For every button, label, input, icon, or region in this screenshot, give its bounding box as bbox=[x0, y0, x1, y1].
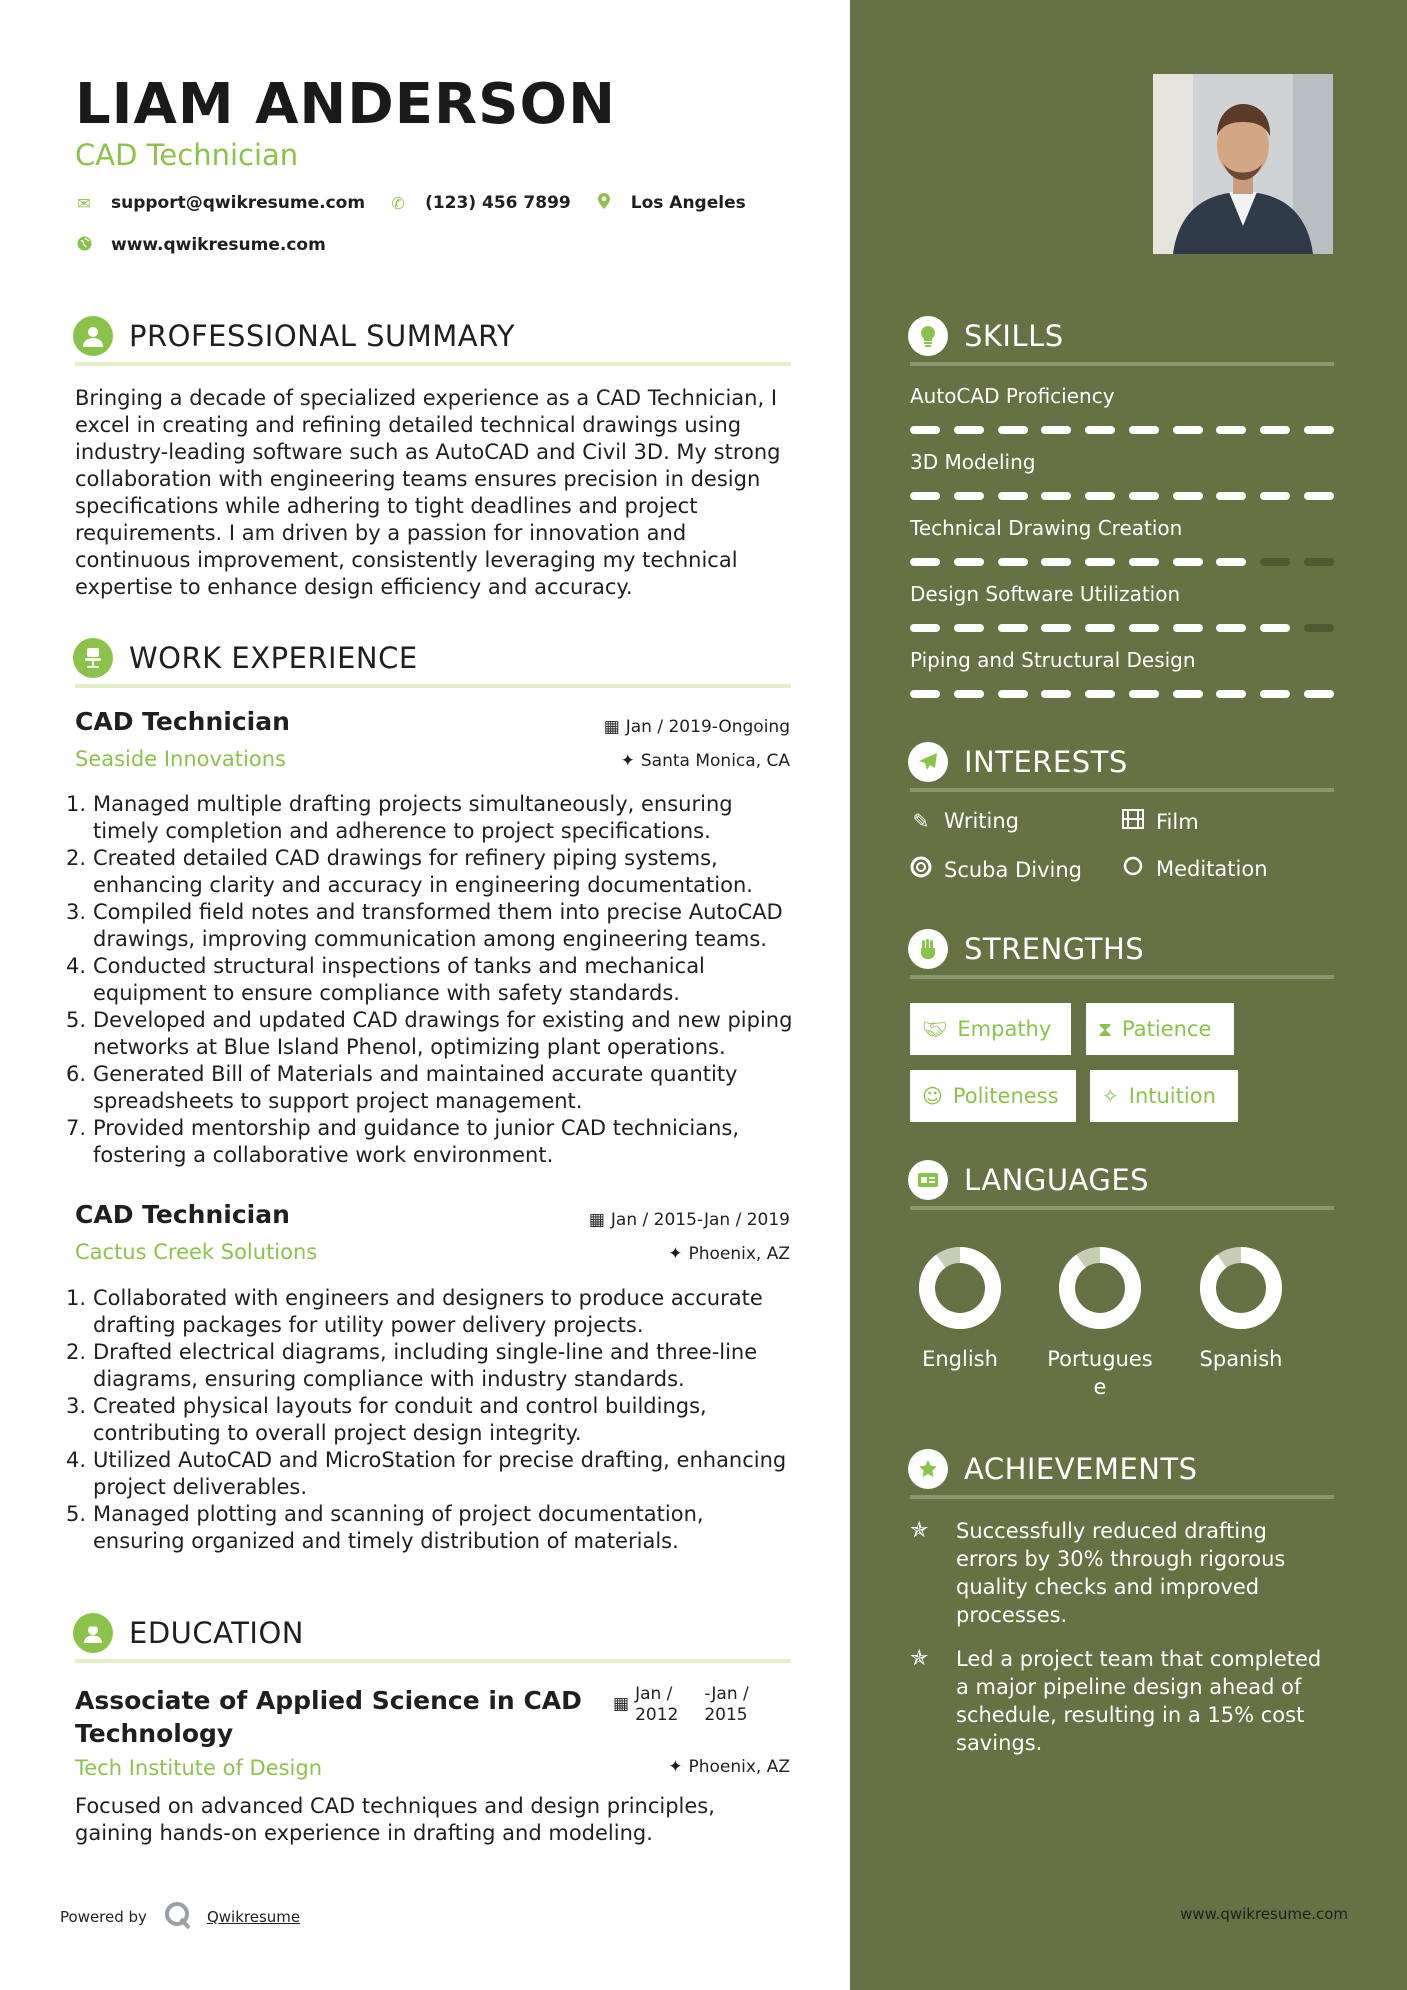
skill-level-dash bbox=[1041, 624, 1071, 632]
strength-chip-patience bbox=[1086, 1003, 1234, 1055]
skill-level-dash bbox=[1260, 426, 1290, 434]
education-start bbox=[635, 1684, 678, 1726]
list-item: 3. Created physical layouts for conduit and control buildings, contributing to overall project design integrity. bbox=[66, 1393, 806, 1447]
education-line: Focused on advanced CAD techniques and design principles, bbox=[75, 1794, 715, 1818]
interest-label: Writing bbox=[944, 809, 1019, 833]
paper-plane-icon bbox=[908, 742, 948, 782]
section-title: STRENGTHS bbox=[964, 932, 1145, 966]
skill-level-dash bbox=[1129, 492, 1159, 500]
job-dates-text: Jan / 2015-Jan / 2019 bbox=[610, 1210, 790, 1230]
job-dates-text: Jan / 2019-Ongoing bbox=[625, 717, 790, 737]
skill-level-dash bbox=[1304, 492, 1334, 500]
bullet-line: Developed and updated CAD drawings for existing and new piping bbox=[93, 1008, 793, 1032]
section-work-header bbox=[73, 638, 418, 678]
bullet-line: Compiled field notes and transformed them into precise AutoCAD bbox=[93, 900, 783, 924]
section-interests-header bbox=[908, 742, 1128, 782]
skill-level-dash bbox=[1129, 690, 1159, 698]
interest-scuba-diving bbox=[910, 856, 1082, 883]
profile-photo bbox=[1153, 74, 1333, 254]
education-line: gaining hands-on experience in drafting and modeling. bbox=[75, 1821, 653, 1845]
degree-line: Technology bbox=[75, 1719, 234, 1748]
summary-line: requirements. I am driven by a passion for innovation and bbox=[75, 521, 687, 545]
skill-level-dash bbox=[1041, 558, 1071, 566]
summary-line: collaboration with engineering teams ensures precision in design bbox=[75, 467, 761, 491]
achievement-item bbox=[910, 1517, 1350, 1629]
skill-level-dash bbox=[954, 492, 984, 500]
list-item: 5. Developed and updated CAD drawings for existing and new piping networks at Blue Island Phenol, optimizing plant operations. bbox=[66, 1007, 806, 1061]
skill-name: Design Software Utilization bbox=[910, 582, 1181, 606]
strength-label: Intuition bbox=[1128, 1084, 1216, 1108]
pin-icon: ✦ bbox=[620, 751, 635, 771]
section-divider bbox=[910, 975, 1334, 979]
language-name: English bbox=[922, 1347, 998, 1371]
education-dates bbox=[613, 1684, 749, 1726]
qwikresume-link[interactable]: Qwikresume bbox=[206, 1908, 301, 1926]
bullet-line: Utilized AutoCAD and MicroStation for precise drafting, enhancing bbox=[93, 1448, 787, 1472]
bullet-line: project deliverables. bbox=[93, 1475, 308, 1499]
candidate-role: CAD Technician bbox=[75, 138, 299, 172]
list-item: 3. Compiled field notes and transformed them into precise AutoCAD drawings, improving communication among engineering teams. bbox=[66, 899, 806, 953]
qwikresume-logo-icon bbox=[163, 1900, 193, 1934]
job-title: CAD Technician bbox=[75, 707, 290, 736]
skill-level-dash bbox=[1129, 624, 1159, 632]
strength-label: Empathy bbox=[957, 1017, 1052, 1041]
skill-level-dash bbox=[1173, 492, 1203, 500]
skill-level-dash bbox=[1216, 558, 1246, 566]
smile-icon: ☺ bbox=[922, 1084, 943, 1108]
skill-level-dash bbox=[998, 492, 1028, 500]
bullet-line: Drafted electrical diagrams, including single-line and three-line bbox=[93, 1340, 758, 1364]
skill-level-dash bbox=[954, 690, 984, 698]
achievement-item bbox=[910, 1645, 1350, 1757]
star-badge-icon bbox=[908, 1449, 948, 1489]
skill-level-bar bbox=[910, 492, 1334, 500]
education-end bbox=[704, 1684, 748, 1726]
bullet-line: spreadsheets to support project management. bbox=[93, 1089, 583, 1113]
job-bullets bbox=[66, 1285, 806, 1555]
job-dates bbox=[589, 1210, 790, 1230]
bullet-line: Managed plotting and scanning of project documentation, bbox=[93, 1502, 704, 1526]
achievement-line: errors by 30% through rigorous bbox=[956, 1547, 1286, 1571]
phone-icon: ✆ bbox=[391, 193, 405, 213]
skill-level-bar bbox=[910, 624, 1334, 632]
bullet-line: diagrams, ensuring compliance with industry standards. bbox=[93, 1367, 685, 1391]
skill-level-dash bbox=[910, 624, 940, 632]
skill-level-dash bbox=[1173, 690, 1203, 698]
achievement-line: quality checks and improved bbox=[956, 1575, 1260, 1599]
job-company: Cactus Creek Solutions bbox=[75, 1240, 318, 1264]
achievement-line: Led a project team that completed bbox=[956, 1647, 1322, 1671]
bullet-line: drawings, improving communication among engineering teams. bbox=[93, 927, 767, 951]
skill-level-dash bbox=[1085, 690, 1115, 698]
skill-level-dash bbox=[1260, 624, 1290, 632]
globe-icon bbox=[75, 236, 93, 255]
language-name: Portuguese bbox=[1047, 1347, 1153, 1399]
section-achievements-header bbox=[908, 1449, 1198, 1489]
user-icon bbox=[73, 316, 113, 356]
section-title: ACHIEVEMENTS bbox=[964, 1452, 1198, 1486]
job-bullets bbox=[66, 791, 806, 1169]
education-location-text: Phoenix, AZ bbox=[688, 1757, 790, 1777]
language-spanish bbox=[1181, 1243, 1301, 1373]
skill-level-dash bbox=[998, 690, 1028, 698]
language-name: Spanish bbox=[1199, 1347, 1283, 1371]
bullet-line: contributing to overall project design integrity. bbox=[93, 1421, 582, 1445]
contact-phone: (123) 456 7899 bbox=[425, 193, 571, 213]
achievement-line: Successfully reduced drafting bbox=[956, 1519, 1267, 1543]
skill-name: 3D Modeling bbox=[910, 450, 1036, 474]
date-part: 2015 bbox=[704, 1705, 748, 1725]
education-location bbox=[668, 1757, 790, 1777]
footer-powered bbox=[60, 1900, 300, 1934]
bullet-line: Generated Bill of Materials and maintained accurate quantity bbox=[93, 1062, 738, 1086]
skill-level-dash bbox=[1216, 492, 1246, 500]
strength-chip-politeness bbox=[910, 1070, 1076, 1122]
skill-level-dash bbox=[1085, 624, 1115, 632]
list-item: 2. Created detailed CAD drawings for refinery piping systems, enhancing clarity and accuracy in engineering documentation. bbox=[66, 845, 806, 899]
interest-label: Meditation bbox=[1156, 856, 1268, 881]
calendar-icon: ▦ bbox=[603, 717, 620, 737]
language-ring bbox=[1055, 1243, 1145, 1333]
job-title: CAD Technician bbox=[75, 1200, 290, 1229]
skill-level-dash bbox=[1304, 690, 1334, 698]
sidebar-column bbox=[850, 0, 1407, 1990]
skill-level-dash bbox=[1041, 492, 1071, 500]
list-item: 5. Managed plotting and scanning of project documentation, ensuring organized and timely distribution of materials. bbox=[66, 1501, 806, 1555]
skill-level-dash bbox=[1173, 558, 1203, 566]
skill-level-bar bbox=[910, 690, 1334, 698]
life-ring-icon bbox=[910, 856, 932, 883]
bullet-line: fostering a collaborative work environment. bbox=[93, 1143, 554, 1167]
contact-row-2 bbox=[75, 235, 326, 255]
achievement-text bbox=[956, 1517, 1285, 1629]
bullet-line: drafting packages for utility power delivery projects. bbox=[93, 1313, 644, 1337]
summary-line: continuous improvement, consistently leveraging my technical bbox=[75, 548, 738, 572]
skill-level-dash bbox=[1216, 624, 1246, 632]
skill-name: Piping and Structural Design bbox=[910, 648, 1196, 672]
section-skills-header bbox=[908, 316, 1064, 356]
section-divider bbox=[910, 1206, 1334, 1210]
strength-chip-empathy bbox=[910, 1003, 1071, 1055]
handshake-icon: 🤝︎ bbox=[922, 1017, 948, 1041]
calendar-icon: ▦ bbox=[613, 1694, 630, 1714]
job-location-text: Phoenix, AZ bbox=[688, 1244, 790, 1264]
skill-name: Technical Drawing Creation bbox=[910, 516, 1183, 540]
id-card-icon bbox=[908, 1160, 948, 1200]
section-title: EDUCATION bbox=[129, 1616, 305, 1650]
skill-level-dash bbox=[954, 624, 984, 632]
bullet-line: timely completion and adherence to project specifications. bbox=[93, 819, 711, 843]
skill-level-dash bbox=[1304, 558, 1334, 566]
map-pin-icon bbox=[595, 193, 613, 213]
contact-email[interactable]: support@qwikresume.com bbox=[111, 193, 366, 213]
achievement-line: a major pipeline design ahead of bbox=[956, 1675, 1302, 1699]
bullet-line: equipment to ensure compliance with safety standards. bbox=[93, 981, 680, 1005]
date-part: Jan / bbox=[635, 1684, 673, 1704]
strength-chip-intuition bbox=[1090, 1070, 1238, 1122]
bullet-line: Conducted structural inspections of tanks and mechanical bbox=[93, 954, 705, 978]
skill-level-bar bbox=[910, 558, 1334, 566]
film-icon bbox=[1122, 809, 1144, 834]
bullet-line: Collaborated with engineers and designers to produce accurate bbox=[93, 1286, 763, 1310]
job-location bbox=[668, 1244, 790, 1264]
magic-wand-icon: ✧ bbox=[1102, 1084, 1119, 1108]
interest-label: Film bbox=[1156, 809, 1199, 834]
achievement-line: processes. bbox=[956, 1603, 1068, 1627]
powered-by-label: Powered by bbox=[60, 1908, 147, 1926]
skill-level-dash bbox=[954, 426, 984, 434]
summary-line: excel in creating and refining detailed technical drawings using bbox=[75, 413, 742, 437]
skill-level-dash bbox=[998, 624, 1028, 632]
job-location-text: Santa Monica, CA bbox=[640, 751, 790, 771]
summary-line: Bringing a decade of specialized experience as a CAD Technician, I bbox=[75, 386, 778, 410]
date-part: 2012 bbox=[635, 1705, 679, 1725]
skill-level-dash bbox=[910, 558, 940, 566]
skill-level-bar bbox=[910, 426, 1334, 434]
section-divider bbox=[75, 1659, 791, 1663]
skill-level-dash bbox=[1304, 426, 1334, 434]
skill-level-dash bbox=[1129, 558, 1159, 566]
section-title: SKILLS bbox=[964, 319, 1064, 353]
skill-level-dash bbox=[1085, 492, 1115, 500]
list-item: 4. Conducted structural inspections of tanks and mechanical equipment to ensure compliance with safety standards. bbox=[66, 953, 806, 1007]
fist-icon bbox=[908, 929, 948, 969]
skill-level-dash bbox=[1085, 558, 1115, 566]
summary-text bbox=[75, 385, 795, 601]
bullet-line: enhancing clarity and accuracy in engineering documentation. bbox=[93, 873, 753, 897]
section-divider bbox=[75, 684, 791, 688]
skill-level-dash bbox=[1041, 426, 1071, 434]
section-divider bbox=[910, 1495, 1334, 1499]
skill-level-dash bbox=[910, 492, 940, 500]
bullet-line: Managed multiple drafting projects simultaneously, ensuring bbox=[93, 792, 733, 816]
skill-level-dash bbox=[910, 690, 940, 698]
job-company: Seaside Innovations bbox=[75, 747, 286, 771]
envelope-icon: ✉ bbox=[77, 193, 91, 213]
skill-level-dash bbox=[1260, 690, 1290, 698]
job-dates bbox=[604, 717, 790, 737]
interest-film bbox=[1122, 809, 1199, 834]
shooting-star-icon: ✯ bbox=[910, 1646, 929, 1671]
degree-title bbox=[75, 1684, 582, 1750]
list-item: 1. Managed multiple drafting projects simultaneously, ensuring timely completion and adherence to project specifications. bbox=[66, 791, 806, 845]
lightbulb-icon bbox=[908, 316, 948, 356]
pencil-icon: ✎ bbox=[912, 809, 930, 833]
bullet-line: networks at Blue Island Phenol, optimizing plant operations. bbox=[93, 1035, 726, 1059]
hourglass-icon: ⧗ bbox=[1098, 1017, 1113, 1041]
bullet-line: Created physical layouts for conduit and control buildings, bbox=[93, 1394, 707, 1418]
summary-line: expertise to enhance design efficiency and accuracy. bbox=[75, 575, 633, 599]
section-summary-header bbox=[73, 316, 515, 356]
achievement-line: savings. bbox=[956, 1731, 1043, 1755]
summary-line: specifications while adhering to tight deadlines and project bbox=[75, 494, 698, 518]
bullet-line: Provided mentorship and guidance to junior CAD technicians, bbox=[93, 1116, 740, 1140]
interest-writing bbox=[910, 809, 1019, 833]
section-education-header bbox=[73, 1613, 304, 1653]
section-title: INTERESTS bbox=[964, 745, 1128, 779]
education-school: Tech Institute of Design bbox=[75, 1756, 323, 1780]
skill-level-dash bbox=[998, 426, 1028, 434]
graduation-icon bbox=[73, 1613, 113, 1653]
skill-level-dash bbox=[910, 426, 940, 434]
bullet-line: Created detailed CAD drawings for refinery piping systems, bbox=[93, 846, 718, 870]
bullet-line: ensuring organized and timely distribution of materials. bbox=[93, 1529, 679, 1553]
contact-row-1 bbox=[75, 193, 746, 213]
candidate-name: LIAM ANDERSON bbox=[75, 72, 616, 137]
section-divider bbox=[75, 362, 791, 366]
strength-label: Politeness bbox=[952, 1084, 1059, 1108]
interest-label: Scuba Diving bbox=[944, 857, 1082, 882]
list-item: 4. Utilized AutoCAD and MicroStation for precise drafting, enhancing project deliverables. bbox=[66, 1447, 806, 1501]
footer-site[interactable]: www.qwikresume.com bbox=[1180, 1905, 1348, 1923]
skill-level-dash bbox=[1216, 690, 1246, 698]
job-location bbox=[621, 751, 790, 771]
achievement-text bbox=[956, 1645, 1321, 1757]
chair-icon bbox=[73, 638, 113, 678]
pin-icon: ✦ bbox=[668, 1244, 683, 1264]
language-english bbox=[900, 1243, 1020, 1373]
skill-level-dash bbox=[1304, 624, 1334, 632]
pin-icon: ✦ bbox=[668, 1757, 683, 1777]
skill-name: AutoCAD Proficiency bbox=[910, 384, 1115, 408]
skill-level-dash bbox=[1173, 426, 1203, 434]
skill-level-dash bbox=[998, 558, 1028, 566]
shooting-star-icon: ✯ bbox=[910, 1518, 929, 1543]
degree-line: Associate of Applied Science in CAD bbox=[75, 1686, 582, 1715]
skill-level-dash bbox=[1260, 492, 1290, 500]
section-strengths-header bbox=[908, 929, 1144, 969]
calendar-icon: ▦ bbox=[588, 1210, 605, 1230]
skill-level-dash bbox=[1085, 426, 1115, 434]
language-portuguese bbox=[1040, 1243, 1160, 1401]
skill-level-dash bbox=[1129, 426, 1159, 434]
list-item: 6. Generated Bill of Materials and maintained accurate quantity spreadsheets to support project management. bbox=[66, 1061, 806, 1115]
skill-level-dash bbox=[1216, 426, 1246, 434]
strength-label: Patience bbox=[1122, 1017, 1212, 1041]
summary-line: industry-leading software such as AutoCAD and Civil 3D. My strong bbox=[75, 440, 781, 464]
education-description bbox=[75, 1793, 795, 1847]
skill-level-dash bbox=[954, 558, 984, 566]
section-title: LANGUAGES bbox=[964, 1163, 1150, 1197]
circle-icon bbox=[1122, 856, 1144, 881]
language-ring bbox=[1196, 1243, 1286, 1333]
section-languages-header bbox=[908, 1160, 1149, 1200]
skill-level-dash bbox=[1173, 624, 1203, 632]
contact-website[interactable]: www.qwikresume.com bbox=[111, 235, 326, 255]
section-title: WORK EXPERIENCE bbox=[129, 641, 418, 675]
interest-meditation bbox=[1122, 856, 1268, 881]
list-item: 1. Collaborated with engineers and designers to produce accurate drafting packages for utility power delivery projects. bbox=[66, 1285, 806, 1339]
section-divider bbox=[910, 362, 1334, 366]
language-ring bbox=[915, 1243, 1005, 1333]
skill-level-dash bbox=[1260, 558, 1290, 566]
section-divider bbox=[910, 788, 1334, 792]
list-item: 7. Provided mentorship and guidance to junior CAD technicians, fostering a collaborative work environment. bbox=[66, 1115, 806, 1169]
date-part: -Jan / bbox=[704, 1684, 749, 1704]
section-title: PROFESSIONAL SUMMARY bbox=[129, 319, 516, 353]
list-item: 2. Drafted electrical diagrams, including single-line and three-line diagrams, ensuring compliance with industry standards. bbox=[66, 1339, 806, 1393]
achievement-line: schedule, resulting in a 15% cost bbox=[956, 1703, 1305, 1727]
skill-level-dash bbox=[1041, 690, 1071, 698]
contact-location: Los Angeles bbox=[630, 193, 746, 213]
